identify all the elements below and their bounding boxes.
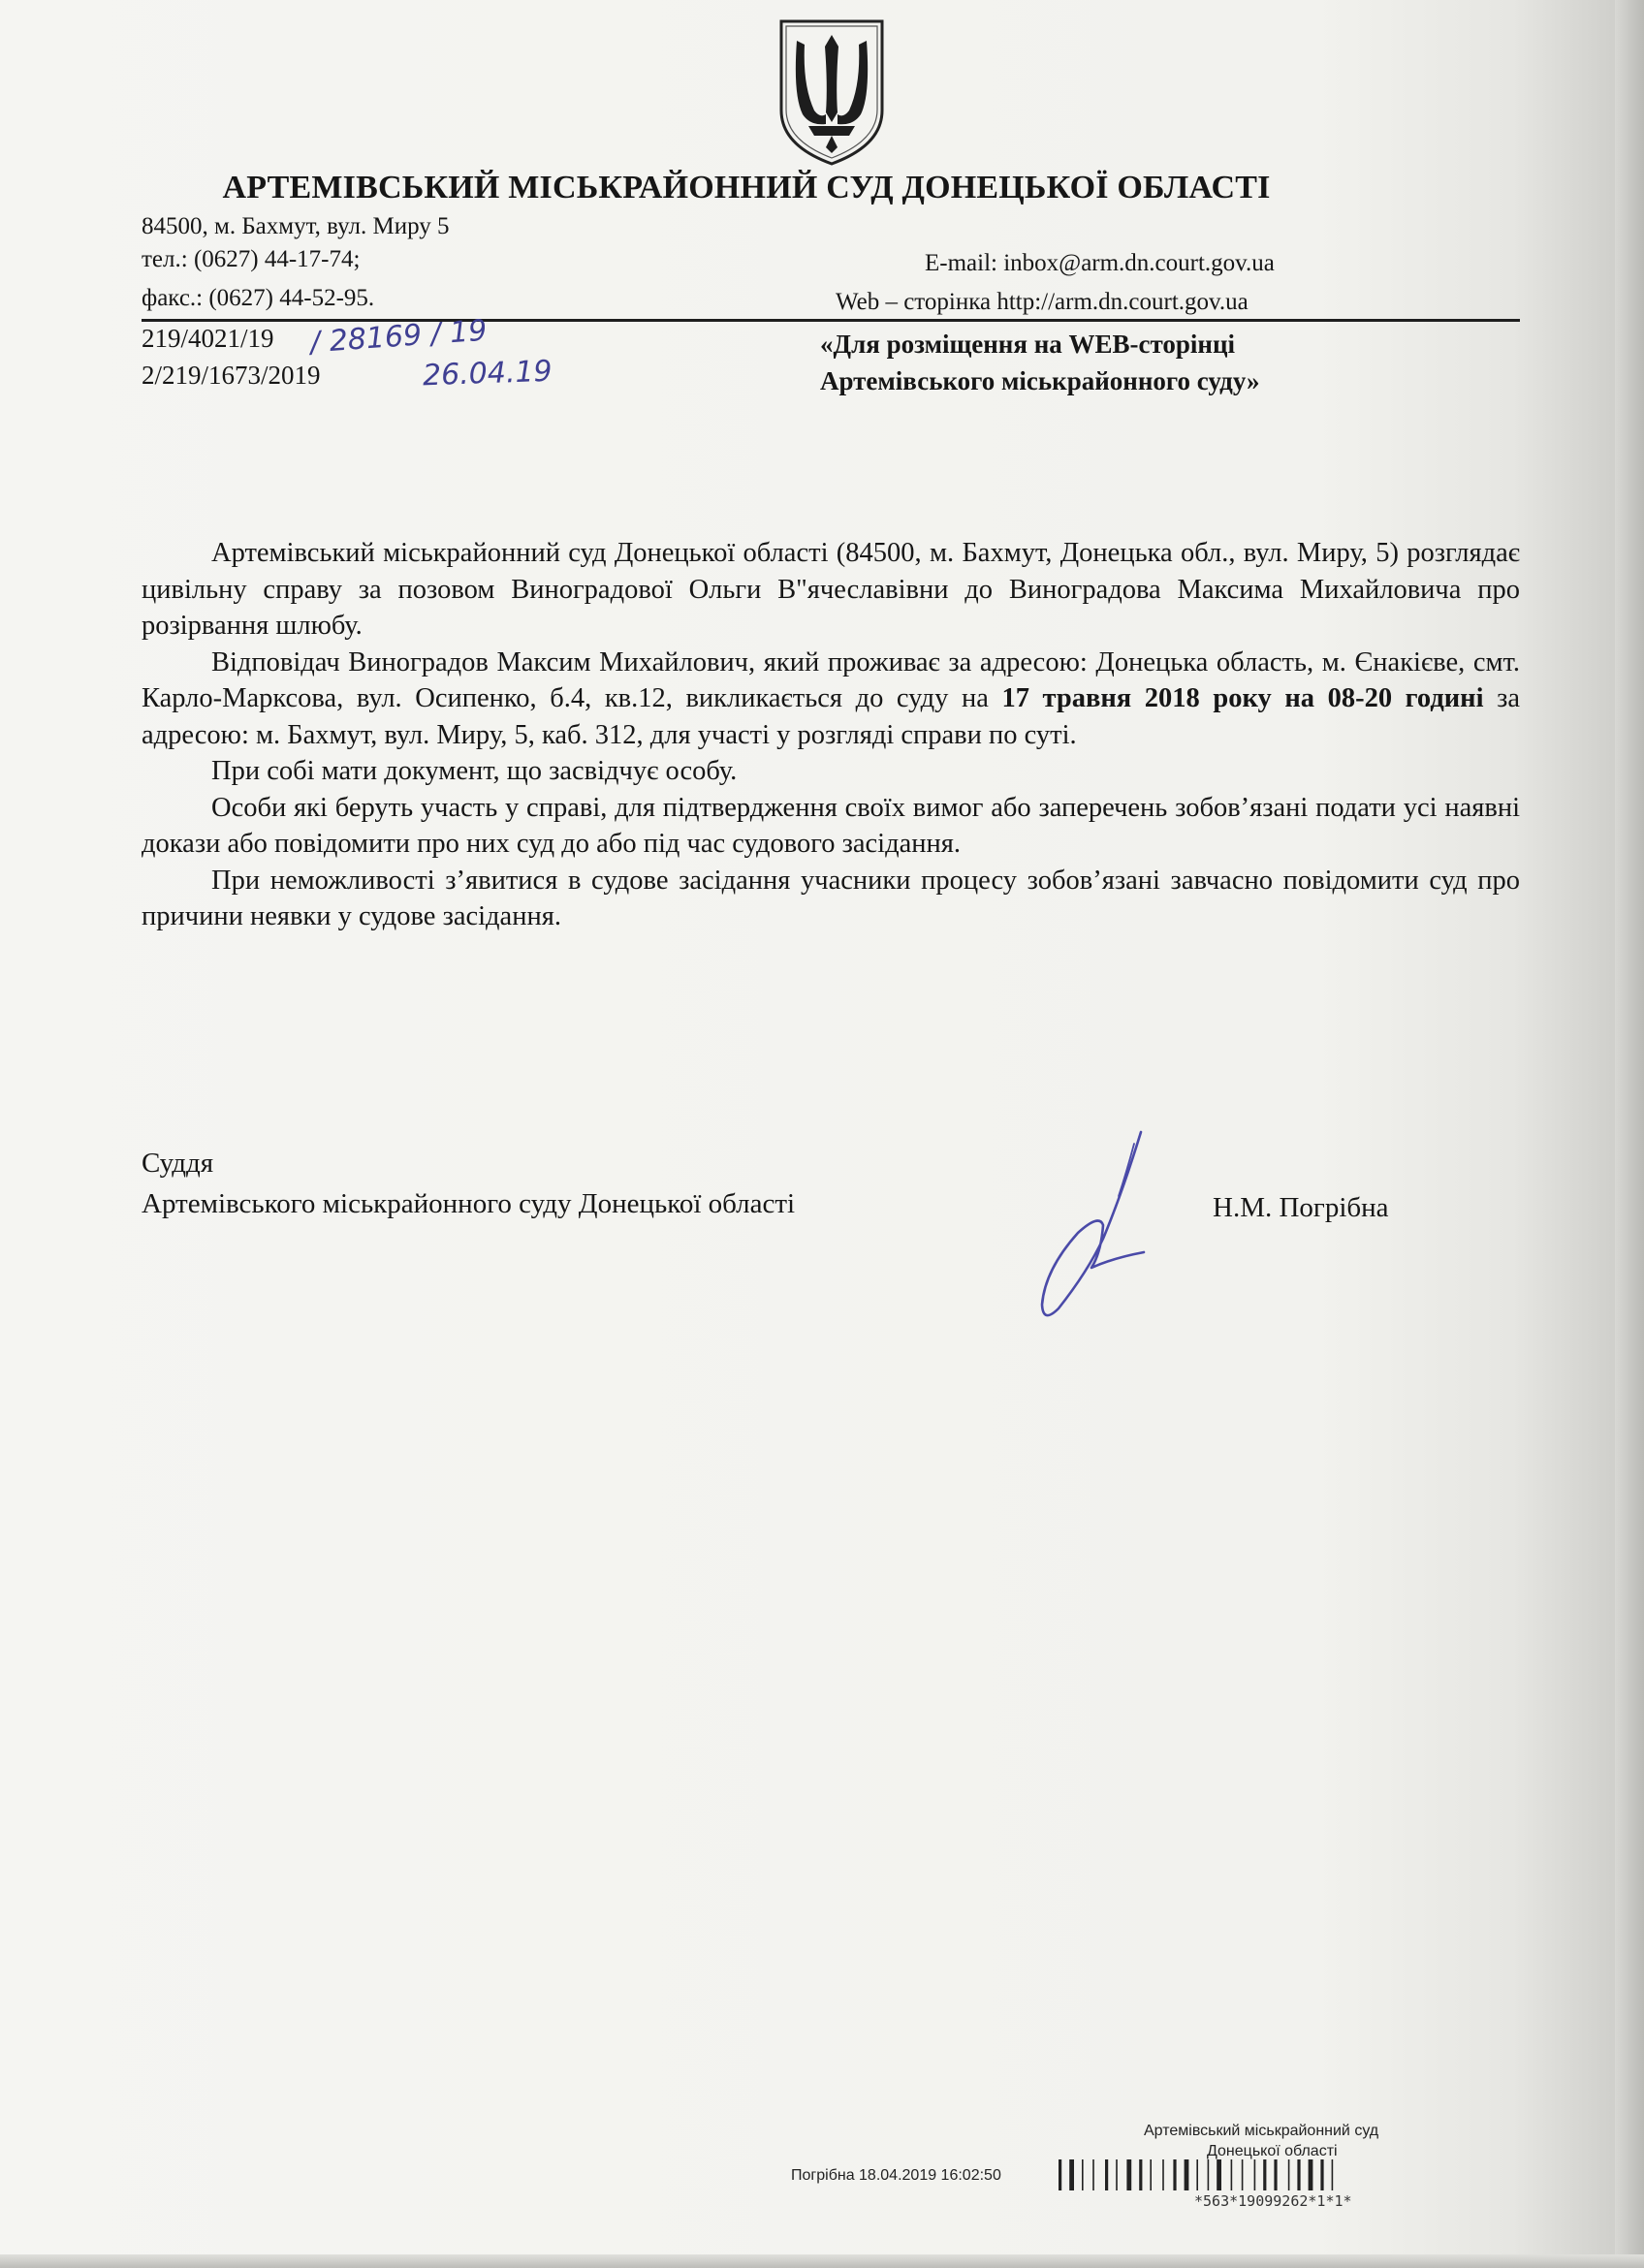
paragraph-case-description: Артемівський міськрайонний суд Донецької області (84500, м. Бахмут, Донецька обл., вул. Миру, 5) розглядає цивільну справу за позовом Виноградової Ольги В"ячеславівни до Виноградова Максима Михайловича про розірвання шлюбу. <box>142 538 1520 641</box>
paragraph-summons <box>142 645 1520 754</box>
handwritten-registration-number: / 28169 / 19 <box>309 313 489 361</box>
barcode-bar <box>1069 2159 1074 2190</box>
barcode-bar <box>1126 2159 1131 2190</box>
barcode-bar <box>1231 2159 1233 2190</box>
stamp-court-line-2: Донецької області <box>1207 2143 1338 2159</box>
barcode-bar <box>1263 2159 1266 2190</box>
case-number: 2/219/1673/2019 <box>142 361 321 390</box>
barcode-bar <box>1274 2159 1277 2190</box>
barcode-bar <box>1309 2159 1313 2190</box>
coat-of-arms-icon <box>775 17 888 168</box>
barcode-bar <box>1092 2159 1094 2190</box>
handwritten-registration-date: 26.04.19 <box>422 354 553 394</box>
court-address: 84500, м. Бахмут, вул. Миру 5 <box>142 213 450 239</box>
barcode-bar <box>1059 2159 1061 2190</box>
barcode-bar <box>1254 2159 1256 2190</box>
barcode-bar <box>1082 2159 1084 2190</box>
placement-note-line-1: «Для розміщення на WEB-сторінці <box>820 330 1236 359</box>
summons-text-end: за адресою: м. Бахмут, вул. Миру, 5, каб. 312, для участі у розгляді справи по суті. <box>142 683 1520 750</box>
signatory-court: Артемівського міськрайонного суду Донецької області <box>142 1188 796 1219</box>
barcode-caption: *563*19099262*1*1* <box>1194 2192 1352 2210</box>
header-divider <box>142 319 1520 322</box>
barcode-bar <box>1332 2159 1334 2190</box>
notice-body <box>142 535 1520 935</box>
barcode-bar <box>1139 2159 1142 2190</box>
court-phone: тел.: (0627) 44-17-74; <box>142 246 361 272</box>
web-placement-note <box>820 326 1402 399</box>
court-fax: факс.: (0627) 44-52-95. <box>142 285 375 311</box>
outgoing-number: 219/4021/19 <box>142 324 274 353</box>
paragraph-id-document: При собі мати документ, що засвідчує особу. <box>211 756 738 786</box>
barcode-bar <box>1116 2159 1118 2190</box>
barcode-bar <box>1288 2159 1290 2190</box>
hearing-date-time: 17 травня 2018 року на 08-20 годині <box>1001 683 1484 713</box>
barcode-bar <box>1150 2159 1152 2190</box>
court-website: Web – сторінка http://arm.dn.court.gov.ua <box>836 289 1249 315</box>
signatory-role: Суддя <box>142 1148 214 1179</box>
paragraph-absence-notice: При неможливості з’явитися в судове засідання учасники процесу зобов’язані завчасно повідомити суд про причини неявки у судове засідання. <box>142 865 1520 931</box>
stamp-court-line-1: Артемівський міськрайонний суд <box>1144 2123 1379 2139</box>
court-email: E-mail: inbox@arm.dn.court.gov.ua <box>925 250 1275 276</box>
barcode-bar <box>1162 2159 1164 2190</box>
placement-note-line-2: Артемівського міськрайонного суду» <box>820 366 1260 395</box>
judge-name: Н.М. Погрібна <box>1213 1192 1389 1223</box>
handwritten-signature <box>998 1124 1173 1328</box>
barcode-bar <box>1185 2159 1189 2190</box>
paragraph-evidence: Особи які беруть участь у справі, для підтвердження своїх вимог або заперечень зобов’язані подати усі наявні докази або повідомити про них суд до або під час судового засідання. <box>142 792 1520 859</box>
stamp-registration-info: Погрібна 18.04.2019 16:02:50 <box>791 2167 1001 2184</box>
court-title: АРТЕМІВСЬКИЙ МІСЬКРАЙОННИЙ СУД ДОНЕЦЬКОЇ ОБЛАСТІ <box>222 170 1271 205</box>
barcode-bar <box>1196 2159 1198 2190</box>
scan-edge-right <box>1615 0 1644 2268</box>
barcode-bar <box>1320 2159 1323 2190</box>
barcode-bar <box>1173 2159 1176 2190</box>
barcode-bar <box>1297 2159 1300 2190</box>
scan-edge-bottom <box>0 2254 1644 2268</box>
barcode-bar <box>1105 2159 1108 2190</box>
barcode-bar <box>1217 2159 1221 2190</box>
barcode-bar <box>1208 2159 1210 2190</box>
summons-text-start: Відповідач Виноградов Максим Михайлович, який проживає за адресою: Донецька область, м. Єнакієве, смт. Карло-Марксова, вул. Осипенко, б.4, кв.12, викликається до суду на <box>142 646 1520 713</box>
barcode-icon <box>1059 2159 1524 2190</box>
barcode-bar <box>1242 2159 1244 2190</box>
